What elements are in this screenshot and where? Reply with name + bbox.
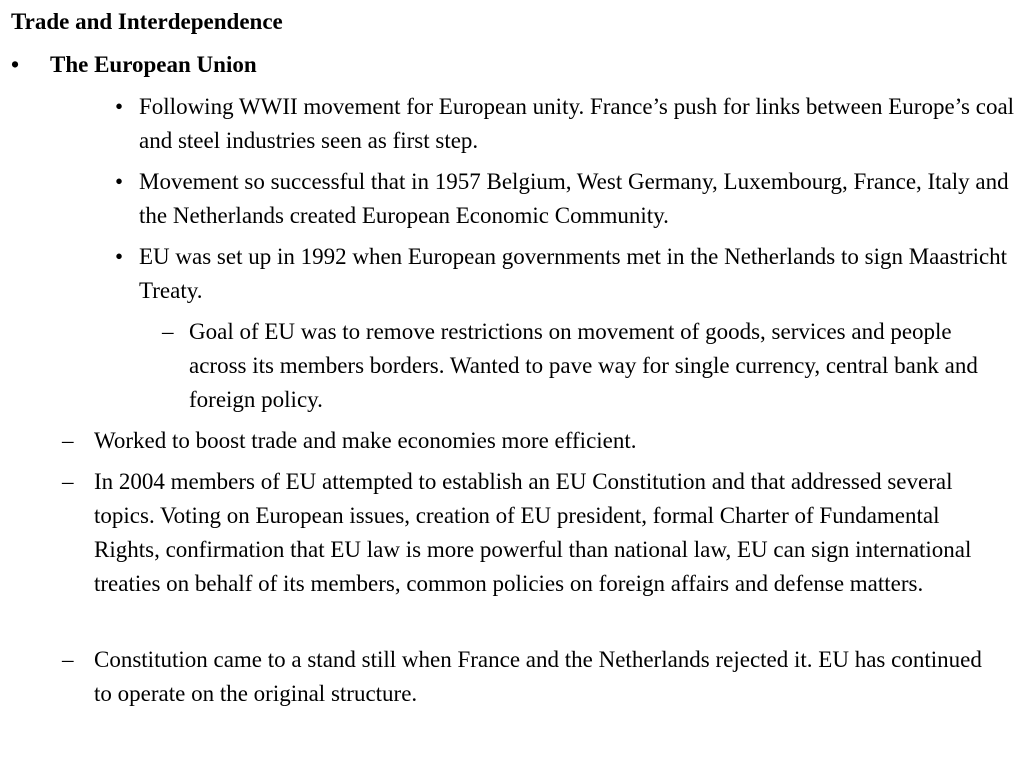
bullet-marker: • bbox=[115, 169, 124, 194]
bullet-item bbox=[115, 240, 1017, 308]
bullet-marker: • bbox=[115, 244, 124, 269]
dash-marker: – bbox=[62, 647, 74, 672]
dash-item bbox=[62, 465, 994, 601]
dash-text: In 2004 members of EU attempted to establish an EU Constitution and that addressed several topics. Voting on European issues, creation of EU president, formal Charter of Fundamental Rights, confirmation that EU law is more powerful than national law, EU can sign international treaties on behalf of its members, common policies on foreign affairs and defense matters. bbox=[94, 469, 972, 596]
bullet-text: Following WWII movement for European unity. France’s push for links between Europe’s coal and steel industries seen as first step. bbox=[139, 94, 1015, 153]
slide-title: Trade and Interdependence bbox=[11, 9, 283, 34]
sub-dash-item bbox=[162, 315, 1014, 417]
heading-text: The European Union bbox=[50, 52, 257, 77]
bullet-marker: • bbox=[11, 52, 20, 77]
sub-dash-text: Goal of EU was to remove restrictions on movement of goods, services and people across its members borders. Wanted to pave way for single currency, central bank and foreign policy. bbox=[189, 319, 978, 412]
dash-item bbox=[62, 424, 994, 458]
dash-marker: – bbox=[162, 319, 174, 344]
dash-text: Constitution came to a stand still when France and the Netherlands rejected it. EU has continued to operate on the original structure. bbox=[94, 647, 982, 706]
dash-marker: – bbox=[62, 428, 74, 453]
bullet-item bbox=[115, 165, 1017, 233]
heading-bullet bbox=[11, 48, 257, 82]
dash-marker: – bbox=[62, 469, 74, 494]
dash-text: Worked to boost trade and make economies more efficient. bbox=[94, 428, 637, 453]
bullet-text: EU was set up in 1992 when European governments met in the Netherlands to sign Maastricht Treaty. bbox=[139, 244, 1008, 303]
bullet-marker: • bbox=[115, 94, 124, 119]
bullet-text: Movement so successful that in 1957 Belgium, West Germany, Luxembourg, France, Italy and the Netherlands created European Economic Community. bbox=[139, 169, 1009, 228]
bullet-item bbox=[115, 90, 1017, 158]
dash-item bbox=[62, 643, 994, 711]
